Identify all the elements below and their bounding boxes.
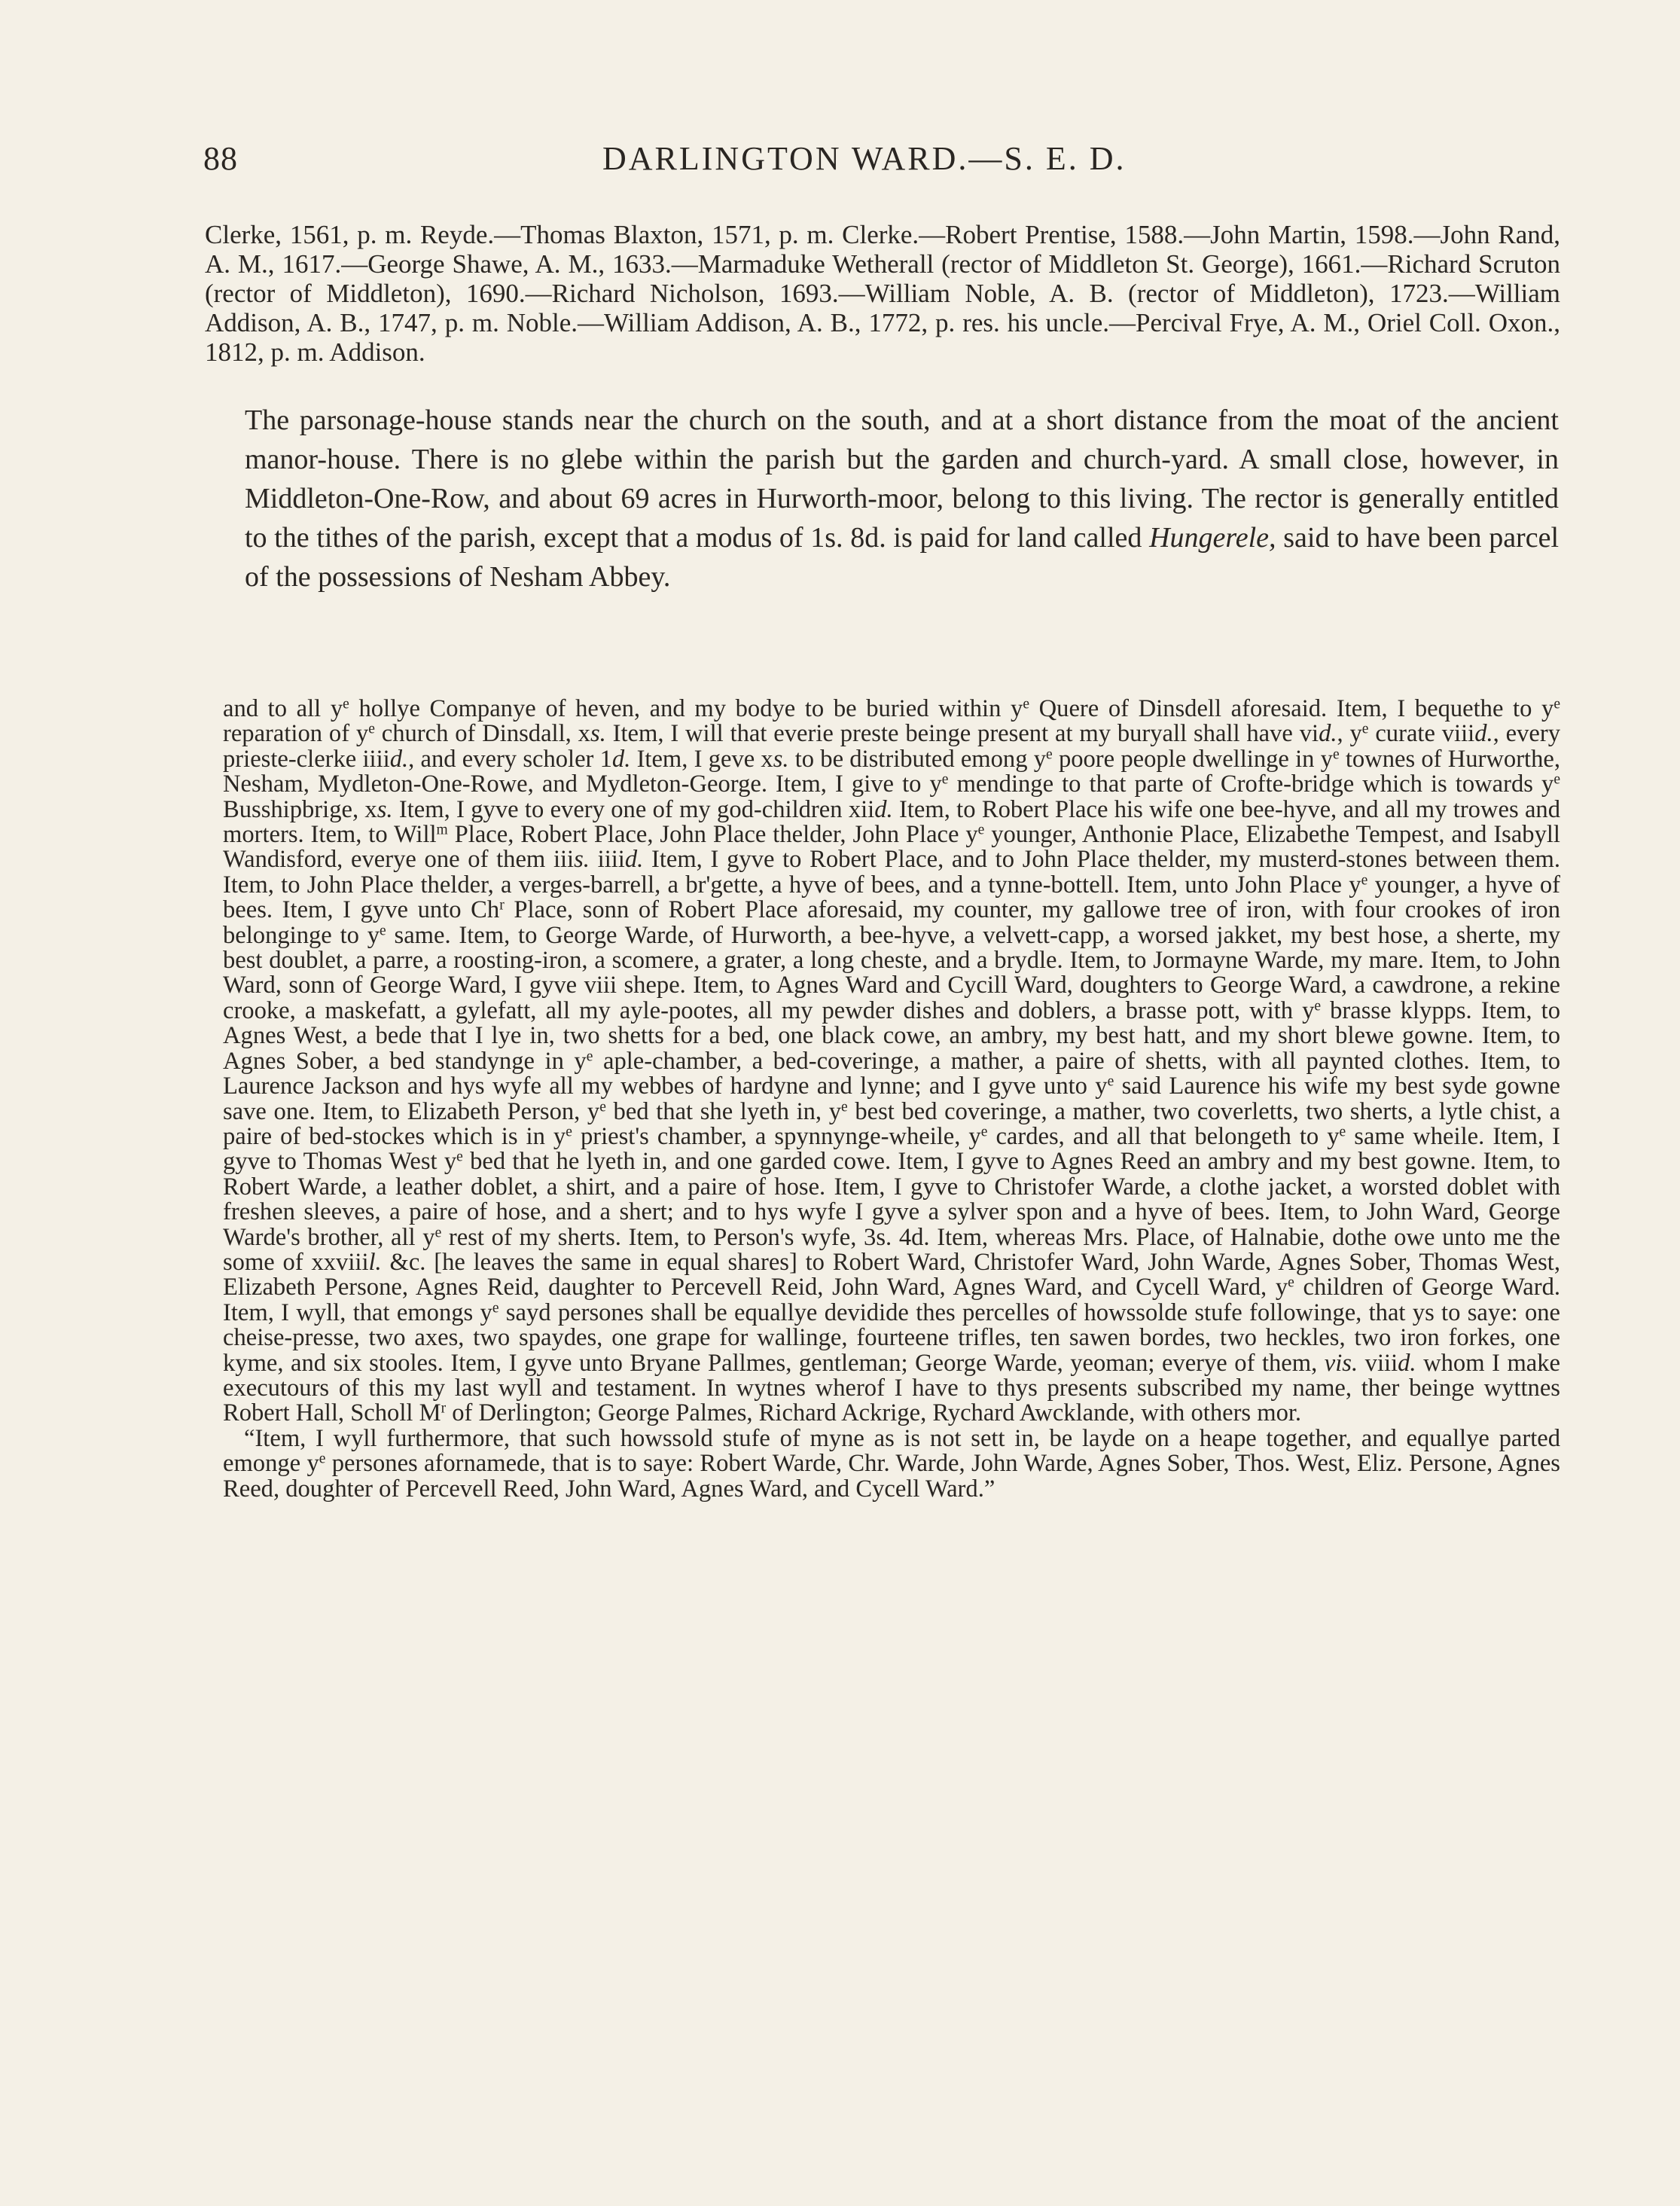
superscript: e [1339, 1124, 1346, 1140]
will-text: mendinge to that parte of Crofte-bridge which is towards y [948, 770, 1554, 798]
italic-abbrev: l. [368, 1248, 382, 1276]
superscript: e [1553, 771, 1560, 788]
superscript: e [586, 1048, 593, 1064]
superscript: r [441, 1400, 447, 1417]
will-text: same wheile. Item, I gyve to Thomas West y [223, 1122, 1560, 1176]
will-text: , every prieste-clerke iiii [223, 720, 1561, 773]
place-name-italic: Hungerele, [1149, 522, 1276, 554]
italic-abbrev: s. [377, 795, 393, 823]
will-text: curate viii [1368, 720, 1475, 748]
will-text: &c. [he leaves the same in equal shares] to Robert Ward, Christofer Ward, John Warde, Agnes Sober, Thomas West, Elizabeth Persone, Agnes Reid, daughter to Percevell Reid, John Ward, Agnes Ward, and Cycell Ward, y [223, 1248, 1560, 1301]
superscript: e [1361, 721, 1369, 737]
superscript: e [319, 1451, 326, 1467]
will-text: of Derlington; George Palmes, Richard Ackrige, Rychard Awcklande, with others mor. [446, 1399, 1302, 1427]
rectors-list [205, 220, 1560, 367]
superscript: e [380, 922, 386, 938]
will-text: iiii [589, 846, 625, 874]
page-number: 88 [203, 140, 238, 177]
will-text: brasse klypps. Item, to Agnes West, a bede that I lye in, two shetts for a bed, one black cowe, an ambry, my best hatt, and my short blewe gowne. Item, to Agnes Sober, a bed standynge in y [223, 996, 1560, 1075]
quote-text: persones afornamede, that is to saye: Robert Warde, Chr. Warde, John Warde, Agnes Sober, Thos. West, Eliz. Persone, Agnes Reed, doughter of Percevell Reed, John Ward, Agnes Ward, and Cycell Ward.” [223, 1450, 1560, 1503]
superscript: e [434, 1224, 442, 1240]
will-text: Place, Robert Place, John Place thelder, John Place y [447, 821, 978, 849]
will-quote-paragraph [223, 1426, 1560, 1502]
will-text: priest's chamber, a spynnynge-wheile, y [572, 1122, 981, 1150]
will-text: church of Dinsdall, x [374, 720, 590, 748]
parsonage-text: The parsonage-house stands near the church on the south, and at a short distance from the moat of the ancient manor-house. There is no glebe within the parish but the garden and church-yard. A small close, however, in Middleton-One-Row, and about 69 acres in Hurworth-moor, belong to this living. The rector is generally entitled to the tithes of the parish, except that a modus of 1s. 8d. is paid for land called [245, 404, 1559, 554]
will-text: said Laurence his wife my best syde gowne save one. Item, to Elizabeth Person, y [223, 1072, 1560, 1125]
will-text: hollye Companye of heven, and my bodye to be buried within y [349, 695, 1023, 722]
italic-abbrev: d. [624, 846, 644, 874]
superscript: e [456, 1149, 463, 1165]
will-text: poore people dwellinge in y [1052, 745, 1333, 773]
italic-abbrev: vis. [1324, 1349, 1358, 1377]
will-text: Quere of Dinsdell aforesaid. Item, I bequethe to y [1029, 695, 1554, 722]
page-title: DARLINGTON WARD.—S. E. D. [602, 140, 1127, 177]
superscript: e [980, 1124, 988, 1140]
rectors-paragraph: Clerke, 1561, p. m. Reyde.—Thomas Blaxton, 1571, p. m. Clerke.—Robert Prentise, 1588.—John Martin, 1598.—John Rand, A. M., 1617.—George Shawe, A. M., 1633.—Marmaduke Wetherall (rector of Middleton St. George), 1661.—Richard Scruton (rector of Middleton), 1690.—Richard Nicholson, 1693.—William Noble, A. B. (rector of Middleton), 1723.—William Addison, A. B., 1747, p. m. Noble.—William Addison, A. B., 1772, p. res. his uncle.—Percival Frye, A. M., Oriel Coll. Oxon., 1812, p. m. Addison. [205, 220, 1560, 367]
italic-abbrev: s. [574, 846, 590, 874]
will-extract [223, 697, 1560, 1502]
superscript: m [436, 822, 448, 838]
superscript: e [1332, 746, 1340, 763]
will-text: , and every scholer 1 [408, 745, 612, 773]
will-text: bed that she lyeth in, y [605, 1097, 841, 1125]
will-text: bed that he lyeth in, and one garded cowe. Item, I gyve to Agnes Reed an ambry and my best gowne. Item, to Robert Warde, a leather doblet, a shirt, and a paire of hose. Item, I gyve to Christofer Warde, a clothe jacket, a worsted doblet with freshen sleeves, a paire of hose, and a shert; and to hys wyfe I gyve a sylver spon and a hyve of bees. Item, to John Ward, George Warde's brother, all y [223, 1148, 1560, 1251]
will-text: Item, I gyve to every one of my god-children xii [392, 795, 875, 823]
italic-abbrev: d. [874, 795, 893, 823]
italic-abbrev: s. [590, 720, 606, 748]
will-text: best bed coveringe, a mather, two coverletts, two sherts, a lytle chist, a paire of bed-stockes which is in y [223, 1097, 1561, 1150]
will-text: same. Item, to George Warde, of Hurworth, a bee-hyve, a velvett-capp, a worsed jakket, my best hose, a sherte, my best doublet, a parre, a roosting-iron, a scomere, a grater, a long cheste, and a brydle. Item, to Jormayne Warde, my mare. Item, to John Ward, sonn of George Ward, I gyve viii shepe. Item, to Agnes Ward and Cycill Ward, doughters to George Ward, a cawdrone, a rekine crooke, a maskefatt, a gylefatt, all my ayle-pootes, all my pewder dishes and doblers, a brasse pott, with y [223, 921, 1560, 1024]
italic-abbrev: d. [1319, 720, 1337, 748]
will-text: Item, to Robert Place his wife one bee-hyve, and all my trowes and morters. Item, to Will [223, 795, 1560, 849]
superscript: e [1314, 998, 1322, 1015]
parsonage-section [245, 401, 1559, 597]
will-text: and to all y [223, 695, 343, 722]
will-text: rest of my sherts. Item, to Person's wyfe, 3s. 4d. Item, whereas Mrs. Place, of Halnabie, dothe owe unto me the some of xxviii [223, 1223, 1560, 1276]
will-text: sayd persones shall be equallye devidide thes percelles of howssolde stufe followinge, that ys to saye: one cheise-presse, two axes, two spaydes, one grape for wallinge, fourteene trifles, ten sawen bordes, two heckles, two iron forkes, one kyme, and six stooles. Item, I gyve unto Bryane Pallmes, gentleman; George Warde, yeoman; everye of them, [223, 1298, 1560, 1377]
will-text: viii [1358, 1349, 1398, 1377]
will-text: Item, I will that everie preste beinge present at my buryall shall have vi [605, 720, 1319, 748]
will-text: Item, I gyve to Robert Place, and to John Place thelder, my musterd-stones between them. Item, to John Place thelder, a verges-barrell, a br'gette, a hyve of bees, and a tynne-bottell. Item, unto John Place y [223, 846, 1560, 899]
superscript: e [566, 1124, 572, 1140]
superscript: r [499, 897, 505, 914]
will-text: to be distributed emong y [788, 745, 1047, 773]
running-head [203, 139, 1559, 185]
italic-abbrev: d. [389, 745, 409, 773]
quote-text: “Item, I wyll furthermore, that such howssold stufe of myne as is not sett in, be layde on a heape together, and equallye parted emonge y [223, 1424, 1560, 1478]
superscript: e [1107, 1073, 1114, 1090]
superscript: e [1023, 696, 1029, 712]
will-text: younger, a hyve of bees. Item, I gyve unto Ch [223, 871, 1560, 924]
will-text: reparation of y [223, 720, 369, 748]
parsonage-text-end: said to have been parcel of the possessions of Nesham Abbey. [245, 522, 1560, 593]
will-text: aple-chamber, a bed-coveringe, a mather, a paire of shetts, with all paynted clothes. Item, to Laurence Jackson and hys wyfe all my webbes of hardyne and lynne; and I gyve unto y [223, 1047, 1560, 1100]
superscript: e [941, 771, 949, 788]
will-text: cardes, and all that belongeth to y [987, 1122, 1340, 1150]
superscript: e [841, 1098, 848, 1115]
will-text: Item, I geve x [630, 745, 773, 773]
italic-abbrev: d. [1474, 720, 1493, 748]
superscript: e [343, 696, 349, 712]
superscript: e [977, 822, 985, 838]
will-text: , y [1337, 720, 1362, 748]
will-text: Place, sonn of Robert Place aforesaid, my counter, my gallowe tree of iron, with four crookes of iron belonginge to y [223, 896, 1560, 949]
superscript: e [492, 1300, 499, 1316]
parsonage-paragraph [245, 401, 1559, 597]
superscript: e [1046, 746, 1053, 763]
italic-abbrev: d. [1398, 1349, 1416, 1377]
will-paragraph [223, 697, 1560, 1426]
superscript: e [1288, 1274, 1294, 1291]
italic-abbrev: d. [611, 745, 631, 773]
superscript: e [1553, 696, 1560, 712]
will-text: children of George Ward. Item, I wyll, that emongs y [223, 1274, 1561, 1326]
superscript: e [1361, 872, 1368, 889]
superscript: e [368, 721, 375, 737]
will-text: townes of Hurworthe, Nesham, Mydleton-One-Rowe, and Mydleton-George. Item, I give to y [223, 745, 1560, 798]
will-text: whom I make executours of this my last wyll and testament. In wytnes wherof I have to thys presents subscribed my name, ther beinge wyttnes Robert Hall, Scholl M [223, 1349, 1561, 1427]
will-text: Busshipbrige, x [223, 795, 377, 823]
italic-abbrev: s. [773, 745, 789, 773]
will-text: younger, Anthonie Place, Elizabethe Tempest, and Isabyll Wandisford, everye one of them iii [223, 821, 1560, 874]
superscript: e [599, 1098, 606, 1115]
